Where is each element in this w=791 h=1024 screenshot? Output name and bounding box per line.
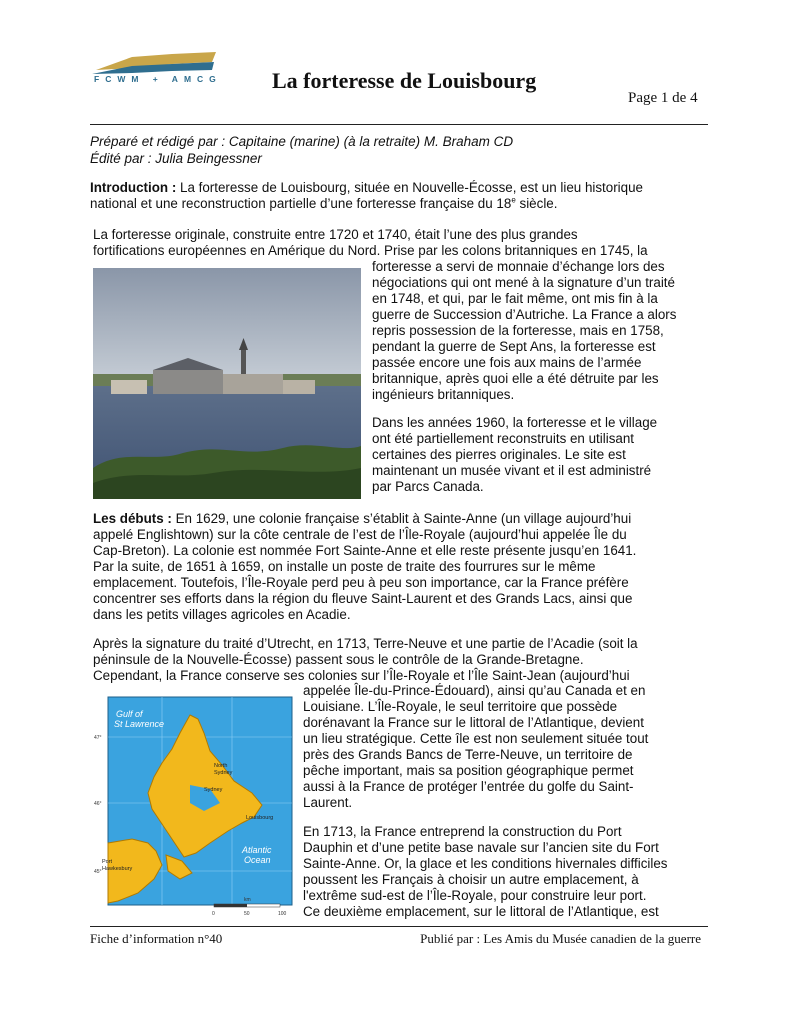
intro-paragraph [90,180,710,212]
para5-line: poussent les Français à choisir un autre emplacement, à [303,872,639,887]
para4-side [303,683,713,811]
para2-line: certaines des pierres originales. Le site est [372,447,626,462]
para2-line: ont été partiellement reconstruits en utilisant [372,431,635,446]
para5-line: En 1713, la France entreprend la construction du Port [303,824,622,839]
debuts-line: appelé Englishtown) sur la côte centrale de l’est de l’Île-Royale (aujourd’hui appelée Île du [93,527,627,542]
fortress-photo [93,268,361,499]
intro-line-2-end: siècle. [515,196,558,211]
debuts-paragraph [93,511,713,623]
para1-side-line: britannique, après quoi elle a été détruite par les [372,371,659,386]
para4-side-line: un lieu stratégique. Cette île est non seulement située tout [303,731,649,746]
para1-side [372,259,712,403]
para1-side-line: guerre de Succession d’Autriche. La France a alors [372,307,677,322]
lat-tick: 45° [94,869,102,875]
debuts-line: En 1629, une colonie française s’établit à Sainte-Anne (un village aujourd’hui [171,511,632,526]
lat-tick: 46° [94,801,102,807]
para5-line: Ce deuxième emplacement, sur le littoral de l’Atlantique, est [303,904,659,919]
debuts-heading: Les débuts : [93,511,172,526]
para4-full [93,636,713,684]
para4-line: péninsule de la Nouvelle-Écosse) passent sous le contrôle de la Grande-Bretagne. [93,652,584,667]
para4-side-line: dorénavant la France sur le littoral de l’Atlantique, devient [303,715,644,730]
para4-line: Cependant, la France conserve ses colonies sur l’Île-Royale et l’Île Saint-Jean (aujourd’hui [93,668,630,683]
map-label: Hawkesbury [102,866,133,872]
para1-side-line: pendant la guerre de Sept Ans, la forteresse est [372,339,656,354]
header-rule [90,124,708,125]
map-label: Sydney [204,787,223,793]
para5-line: l'extrême sud-est de l’Île-Royale, pour construire leur port. [303,888,647,903]
edited-by: Édité par : Julia Beingessner [90,151,262,166]
footer-rule [90,926,708,927]
cape-breton-map [92,693,295,919]
para5-line: Dauphin et d’une petite base navale sur l’ancien site du Fort [303,840,659,855]
para4-side-line: Laurent. [303,795,353,810]
footer-left: Fiche d’information n°40 [90,931,223,946]
map-label: Louisbourg [246,815,274,821]
scale-tick: 100 [278,911,287,917]
map-label: Ocean [244,855,271,865]
para1-side-line: négociations qui ont mené à la signature d’un traité [372,275,675,290]
footer-right: Publié par : Les Amis du Musée canadien de la guerre [420,931,701,946]
para2-line: maintenant un musée vivant et il est administré [372,463,652,478]
intro-line-1: La forteresse de Louisbourg, située en Nouvelle-Écosse, est un lieu historique [176,180,643,195]
para1-line: fortifications européennes en Amérique du Nord. Prise par les colons britanniques en 1745, la [93,243,648,258]
prepared-by: Préparé et rédigé par : Capitaine (marine) (à la retraite) M. Braham CD [90,134,514,149]
map-label: Sydney [214,770,233,776]
logo-text: FCWM + AMCG [94,74,222,84]
para1-side-line: en 1748, et qui, par le fait même, ont mis fin à la [372,291,658,306]
para4-side-line: Louisiane. L’Île-Royale, le seul territoire que possède [303,699,618,714]
para4-side-line: près des Grands Bancs de Terre-Neuve, un territoire de [303,747,633,762]
para5 [303,824,713,920]
debuts-line: dans les petits villages agricoles en Acadie. [93,607,351,622]
fcwm-amcg-logo [92,48,222,90]
para2-line: Dans les années 1960, la forteresse et le village [372,415,658,430]
para2-line: par Parcs Canada. [372,479,484,494]
page-number: Page 1 de 4 [628,90,698,106]
scale-unit: km [244,897,251,903]
map-label: Gulf of [116,709,143,719]
para5-line: Sainte-Anne. Or, la glace et les conditions hivernales difficiles [303,856,668,871]
intro-heading: Introduction : [90,180,177,195]
para1-line: La forteresse originale, construite entre 1720 et 1740, était l’une des plus grandes [93,227,578,242]
para1-side-line: ingénieurs britanniques. [372,387,515,402]
document-title: La forteresse de Louisbourg [272,68,537,93]
para2 [372,415,712,495]
intro-superscript: e [511,195,516,205]
scale-tick: 50 [244,911,250,917]
debuts-line: Cap-Breton). La colonie est nommée Fort Sainte-Anne et elle reste présente jusqu’en 1641. [93,543,637,558]
map-label: St Lawrence [114,719,165,729]
debuts-line: concentrer ses efforts dans la région du fleuve Saint-Laurent et des Grands Lacs, ainsi que [93,591,633,606]
para4-side-line: aussi à la France de protéger l’entrée du golfe du Saint- [303,779,634,794]
scale-tick: 0 [212,911,215,917]
map-label: Atlantic [242,845,272,855]
para4-line: Après la signature du traité d’Utrecht, en 1713, Terre-Neuve et une partie de l’Acadie (soit la [93,636,638,651]
para1-full [93,227,713,259]
para4-side-line: pêche important, mais sa position géographique permet [303,763,634,778]
map-label: Port [102,859,113,865]
map-label: North [214,763,228,769]
credits [90,133,513,167]
debuts-line: emplacement. Toutefois, l’Île-Royale perd peu à peu son importance, car la France préfère [93,575,629,590]
para1-side-line: forteresse a servi de monnaie d’échange lors des [372,259,665,274]
lat-tick: 47° [94,735,102,741]
para1-side-line: passée encore une fois aux mains de l’armée [372,355,642,370]
intro-line-2: national et une reconstruction partielle d’une forteresse française du 18 [90,196,512,211]
para4-side-line: appelée Île-du-Prince-Édouard), ainsi qu’au Canada et en [303,683,646,698]
debuts-line: Par la suite, de 1651 à 1659, on installe un poste de traite des fourrures sur le même [93,559,596,574]
para1-side-line: repris possession de la forteresse, mais en 1758, [372,323,664,338]
